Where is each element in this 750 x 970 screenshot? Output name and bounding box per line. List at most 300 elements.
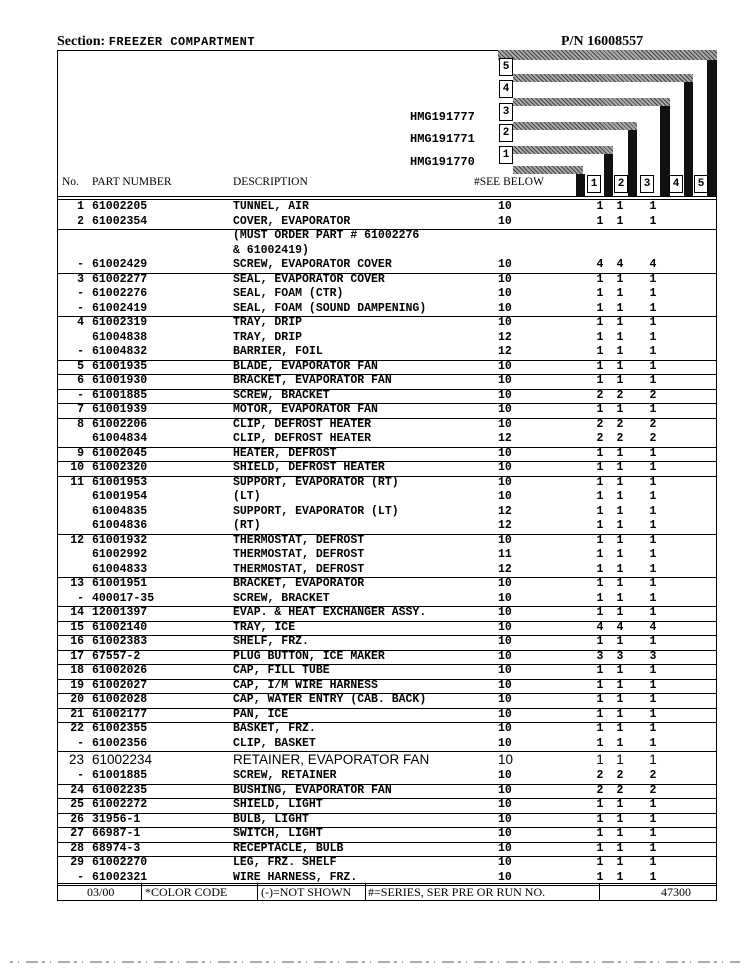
qty-model-1: 1	[596, 301, 604, 315]
series: 10	[498, 722, 512, 735]
qty-model-1: 1	[596, 272, 604, 286]
description: SCREW, RETAINER	[233, 769, 337, 782]
table-row	[57, 461, 717, 477]
qty-model-1: 4	[596, 258, 604, 271]
table-row	[57, 200, 717, 215]
qty-model-1: 2	[596, 388, 604, 402]
item-number: 2	[77, 214, 84, 228]
qty-model-2: 1	[616, 664, 624, 677]
part-number: 61002321	[92, 870, 148, 884]
qty-model-2: 1	[616, 606, 624, 619]
series: 10	[498, 769, 512, 782]
model-number-box: 2	[499, 124, 513, 142]
description: PLUG BUTTON, ICE MAKER	[233, 649, 385, 663]
qty-model-2: 1	[616, 635, 624, 648]
part-number: 12001397	[92, 606, 148, 619]
description: BLADE, EVAPORATOR FAN	[233, 359, 378, 373]
qty-model-3: 1	[649, 359, 657, 373]
description: SEAL, FOAM (SOUND DAMPENING)	[233, 301, 427, 315]
description: BULB, LIGHT	[233, 812, 309, 826]
series: 11	[498, 548, 512, 561]
part-number: 61001885	[92, 769, 148, 782]
qty-model-1: 1	[596, 870, 604, 884]
qty-model-1: 1	[596, 548, 604, 561]
qty-model-3: 2	[649, 417, 657, 431]
series: 10	[498, 258, 512, 271]
qty-model-1: 1	[596, 504, 604, 518]
item-number: 20	[70, 693, 84, 706]
qty-model-3: 1	[649, 707, 657, 721]
qty-model-2: 1	[616, 533, 624, 547]
table-row	[57, 505, 717, 520]
part-number: 61002235	[92, 783, 148, 797]
description: SHIELD, LIGHT	[233, 798, 323, 811]
footer-series-note: #=SERIES, SER PRE OR RUN NO.	[368, 885, 546, 899]
item-number: 16	[70, 635, 84, 648]
qty-model-1: 1	[596, 490, 604, 503]
qty-model-3: 1	[649, 577, 657, 590]
qty-model-2: 1	[616, 693, 624, 706]
qty-model-1: 1	[596, 214, 604, 228]
qty-model-2: 1	[616, 841, 624, 855]
series: 12	[498, 432, 512, 445]
part-number: 66987-1	[92, 827, 141, 840]
qty-model-1: 1	[596, 798, 604, 811]
item-number: 24	[70, 783, 84, 797]
item-number: 6	[77, 374, 84, 387]
description: BRACKET, EVAPORATOR FAN	[233, 374, 392, 387]
item-number: 4	[77, 316, 84, 329]
item-number: 11	[70, 475, 84, 489]
qty-model-3: 1	[649, 798, 657, 811]
series: 10	[498, 287, 512, 300]
qty-model-1: 1	[596, 519, 604, 532]
description: BARRIER, FOIL	[233, 345, 323, 358]
description: CLIP, DEFROST HEATER	[233, 432, 372, 445]
qty-model-3: 1	[649, 504, 657, 518]
series: 10	[498, 316, 512, 329]
description: & 61002419)	[233, 243, 309, 257]
item-number: 17	[70, 649, 84, 663]
qty-model-2: 1	[616, 504, 624, 518]
table-row	[57, 798, 717, 814]
description: WIRE HARNESS, FRZ.	[233, 870, 358, 884]
description: SEAL, FOAM (CTR)	[233, 287, 344, 300]
series: 12	[498, 562, 512, 576]
description: EVAP. & HEAT EXCHANGER ASSY.	[233, 606, 427, 619]
description: SHIELD, DEFROST HEATER	[233, 461, 385, 474]
series: 10	[498, 736, 512, 750]
table-row	[57, 548, 717, 563]
description: TRAY, DRIP	[233, 316, 303, 329]
table-row	[57, 258, 717, 274]
qty-model-1: 1	[596, 287, 604, 300]
item-number: 3	[77, 272, 84, 286]
qty-model-3: 4	[649, 258, 657, 271]
item-number: -	[77, 258, 84, 271]
part-number: 61001930	[92, 374, 148, 387]
series: 10	[498, 856, 512, 869]
part-number-header: P/N 16008557	[561, 34, 644, 49]
qty-model-2: 1	[616, 577, 624, 590]
item-number: 15	[70, 620, 84, 634]
qty-model-2: 1	[616, 548, 624, 561]
qty-model-2: 1	[616, 736, 624, 750]
item-number: 1	[77, 200, 84, 213]
series: 10	[498, 783, 512, 797]
qty-model-1: 2	[596, 783, 604, 797]
description: SHELF, FRZ.	[233, 635, 309, 648]
item-number: 9	[77, 446, 84, 460]
description: CLIP, BASKET	[233, 736, 316, 750]
footer-date: 03/00	[87, 885, 115, 899]
column-header-model-5: 5	[694, 175, 708, 193]
qty-model-3: 1	[649, 316, 657, 329]
item-number: -	[77, 769, 84, 782]
table-row	[57, 331, 717, 346]
description: (MUST ORDER PART # 61002276	[233, 229, 420, 242]
qty-model-3: 3	[649, 649, 657, 663]
series: 10	[498, 417, 512, 431]
qty-model-3: 1	[649, 562, 657, 576]
column-header-model-3: 3	[640, 175, 654, 193]
qty-model-2: 2	[616, 783, 624, 797]
qty-model-2: 1	[616, 798, 624, 811]
table-row	[57, 769, 717, 785]
qty-model-3: 1	[649, 461, 657, 474]
series: 10	[498, 200, 512, 213]
part-number: 61002177	[92, 707, 148, 721]
item-number: 19	[70, 678, 84, 692]
part-number: 61002206	[92, 417, 148, 431]
qty-model-3: 1	[649, 591, 657, 605]
series: 10	[498, 693, 512, 706]
qty-model-3: 1	[649, 693, 657, 706]
model-number-box: 3	[499, 103, 513, 121]
table-row	[57, 476, 717, 491]
qty-model-1: 1	[596, 827, 604, 840]
qty-model-2: 1	[616, 200, 624, 213]
series: 10	[498, 403, 512, 416]
qty-model-2: 1	[616, 403, 624, 416]
qty-model-3: 1	[649, 812, 657, 826]
part-number: 68974-3	[92, 841, 141, 855]
series: 10	[498, 301, 512, 315]
table-row	[57, 708, 717, 724]
qty-model-2: 1	[616, 812, 624, 826]
qty-model-1: 1	[596, 606, 604, 619]
series: 10	[498, 272, 512, 286]
description: (LT)	[233, 490, 261, 503]
qty-model-1: 1	[596, 446, 604, 460]
qty-model-3: 1	[649, 722, 657, 735]
model-number-box: 1	[499, 146, 513, 164]
qty-model-2: 1	[616, 461, 624, 474]
description: SCREW, BRACKET	[233, 591, 330, 605]
description: BASKET, FRZ.	[233, 722, 316, 735]
table-row	[57, 664, 717, 680]
scan-edge-dashes	[0, 958, 750, 966]
column-header-model-4: 4	[669, 175, 683, 193]
part-number: 61002027	[92, 678, 148, 692]
series: 10	[498, 707, 512, 721]
part-number: 61002429	[92, 258, 148, 271]
qty-model-3: 1	[649, 490, 657, 503]
series: 10	[498, 678, 512, 692]
qty-model-3: 1	[649, 301, 657, 315]
series: 12	[498, 330, 512, 344]
series: 10	[498, 664, 512, 677]
footer-rule	[57, 883, 717, 884]
table-row	[57, 287, 717, 302]
item-number: -	[77, 388, 84, 402]
item-number: 23	[68, 752, 84, 767]
qty-model-2: 2	[616, 388, 624, 402]
qty-model-3: 1	[649, 345, 657, 358]
qty-model-1: 2	[596, 432, 604, 445]
table-row	[57, 389, 717, 405]
series: 12	[498, 345, 512, 358]
series: 10	[498, 591, 512, 605]
qty-model-2: 1	[616, 214, 624, 228]
qty-model-2: 2	[616, 769, 624, 782]
qty-model-2: 1	[616, 316, 624, 329]
series: 10	[498, 752, 514, 767]
series: 10	[498, 577, 512, 590]
column-header-model-2: 2	[614, 175, 628, 193]
table-row	[57, 737, 717, 753]
part-number: 61001951	[92, 577, 148, 590]
qty-model-3: 1	[649, 287, 657, 300]
qty-model-1: 1	[596, 635, 604, 648]
series: 10	[498, 388, 512, 402]
description: CAP, WATER ENTRY (CAB. BACK)	[233, 693, 427, 706]
qty-model-2: 1	[616, 856, 624, 869]
series: 10	[498, 461, 512, 474]
table-row	[57, 360, 717, 376]
qty-model-3: 1	[649, 870, 657, 884]
part-number: 61002276	[92, 287, 148, 300]
qty-model-2: 1	[616, 272, 624, 286]
part-number: 61004838	[92, 330, 148, 344]
series: 10	[498, 446, 512, 460]
series: 10	[498, 620, 512, 634]
part-number: 61004835	[92, 504, 148, 518]
description: TRAY, ICE	[233, 620, 296, 634]
part-number: 61002140	[92, 620, 148, 634]
qty-model-1: 1	[596, 812, 604, 826]
part-number: 61001885	[92, 388, 148, 402]
series: 10	[498, 490, 512, 503]
description: CLIP, DEFROST HEATER	[233, 417, 372, 431]
qty-model-1: 1	[596, 736, 604, 750]
column-header-model-1: 1	[587, 175, 601, 193]
description: RECEPTACLE, BULB	[233, 841, 344, 855]
qty-model-3: 2	[649, 769, 657, 782]
item-number: 25	[70, 798, 84, 811]
part-number: 61002277	[92, 272, 148, 286]
qty-model-2: 2	[616, 417, 624, 431]
model-name: HMG191777	[410, 110, 475, 124]
description: TUNNEL, AIR	[233, 200, 309, 213]
part-number: 61001953	[92, 475, 148, 489]
qty-model-3: 4	[649, 620, 657, 634]
qty-model-1: 1	[596, 707, 604, 721]
footer-number: 47300	[661, 885, 691, 899]
qty-model-2: 1	[616, 446, 624, 460]
table-row	[57, 374, 717, 390]
table-row	[57, 635, 717, 651]
qty-model-1: 1	[596, 533, 604, 547]
qty-model-3: 1	[649, 200, 657, 213]
part-number: 61002355	[92, 722, 148, 735]
part-number: 61002419	[92, 301, 148, 315]
qty-model-3: 1	[649, 403, 657, 416]
table-footer	[57, 884, 717, 900]
item-number: -	[77, 591, 84, 605]
qty-model-1: 1	[596, 577, 604, 590]
qty-model-2: 1	[616, 330, 624, 344]
table-row	[57, 563, 717, 579]
qty-model-3: 1	[649, 214, 657, 228]
table-row	[57, 813, 717, 829]
series: 10	[498, 374, 512, 387]
table-row	[57, 534, 717, 549]
model-name: HMG191771	[410, 132, 475, 146]
qty-model-2: 1	[616, 562, 624, 576]
header-rule	[57, 196, 717, 197]
description: THERMOSTAT, DEFROST	[233, 533, 365, 547]
item-number: 7	[77, 403, 84, 416]
part-number: 61002320	[92, 461, 148, 474]
qty-model-2: 1	[616, 490, 624, 503]
qty-model-2: 1	[616, 519, 624, 532]
table-row	[57, 244, 717, 259]
qty-model-3: 1	[649, 548, 657, 561]
qty-model-2: 4	[616, 258, 624, 271]
qty-model-2: 1	[616, 591, 624, 605]
qty-model-3: 1	[649, 736, 657, 750]
section-value: FREEZER COMPARTMENT	[108, 35, 256, 49]
table-row	[57, 403, 717, 419]
item-number: 22	[70, 722, 84, 735]
model-number-box: 5	[499, 58, 513, 76]
table-row	[57, 229, 717, 244]
qty-model-2: 4	[616, 620, 624, 634]
qty-model-3: 1	[649, 635, 657, 648]
table-row	[57, 856, 717, 871]
qty-model-3: 1	[649, 678, 657, 692]
table-row	[57, 679, 717, 695]
series: 12	[498, 519, 512, 532]
qty-model-3: 1	[649, 752, 657, 767]
qty-model-2: 1	[616, 870, 624, 884]
part-number: 61002383	[92, 635, 148, 648]
item-number: 10	[70, 461, 84, 474]
qty-model-3: 1	[649, 606, 657, 619]
qty-model-1: 1	[596, 403, 604, 416]
part-number: 61002205	[92, 200, 148, 213]
qty-model-2: 1	[616, 827, 624, 840]
qty-model-2: 1	[616, 359, 624, 373]
part-number: 31956-1	[92, 812, 141, 826]
qty-model-1: 1	[596, 330, 604, 344]
part-number: 400017-35	[92, 591, 155, 605]
qty-model-3: 1	[649, 475, 657, 489]
qty-model-1: 1	[596, 374, 604, 387]
qty-model-1: 2	[596, 769, 604, 782]
column-header-no: No.	[62, 176, 79, 188]
table-row	[57, 345, 717, 361]
series: 10	[498, 533, 512, 547]
column-header-description: DESCRIPTION	[233, 176, 308, 188]
item-number: 18	[70, 664, 84, 677]
qty-model-2: 1	[616, 707, 624, 721]
qty-model-1: 1	[596, 664, 604, 677]
part-number: 61002270	[92, 856, 148, 869]
series: 10	[498, 359, 512, 373]
table-row	[57, 215, 717, 231]
part-number: 61002354	[92, 214, 148, 228]
description: SUPPORT, EVAPORATOR (LT)	[233, 504, 399, 518]
item-number: -	[77, 345, 84, 358]
table-row	[57, 751, 717, 769]
qty-model-3: 1	[649, 519, 657, 532]
item-number: 21	[70, 707, 84, 721]
part-number: 61002319	[92, 316, 148, 329]
description: THERMOSTAT, DEFROST	[233, 548, 365, 561]
qty-model-2: 1	[616, 345, 624, 358]
description: SCREW, EVAPORATOR COVER	[233, 258, 392, 271]
item-number: -	[77, 287, 84, 300]
qty-model-1: 1	[596, 856, 604, 869]
series: 12	[498, 504, 512, 518]
qty-model-3: 1	[649, 272, 657, 286]
description: MOTOR, EVAPORATOR FAN	[233, 403, 378, 416]
table-row	[57, 827, 717, 843]
series: 10	[498, 812, 512, 826]
qty-model-2: 1	[616, 678, 624, 692]
table-row	[57, 842, 717, 858]
qty-model-3: 1	[649, 446, 657, 460]
qty-model-2: 1	[616, 301, 624, 315]
item-number: 28	[70, 841, 84, 855]
item-number: 12	[70, 533, 84, 547]
qty-model-2: 1	[616, 475, 624, 489]
qty-model-2: 2	[616, 432, 624, 445]
qty-model-1: 3	[596, 649, 604, 663]
description: HEATER, DEFROST	[233, 446, 337, 460]
table-row	[57, 606, 717, 622]
series: 10	[498, 606, 512, 619]
qty-model-1: 2	[596, 417, 604, 431]
description: SWITCH, LIGHT	[233, 827, 323, 840]
part-number: 61002356	[92, 736, 148, 750]
part-number: 61002026	[92, 664, 148, 677]
item-number: -	[77, 736, 84, 750]
item-number: 13	[70, 577, 84, 590]
qty-model-3: 1	[649, 664, 657, 677]
table-row	[57, 722, 717, 737]
item-number: 29	[70, 856, 84, 869]
part-number: 61002028	[92, 693, 148, 706]
column-header-series: #SEE BELOW	[474, 176, 544, 188]
part-number: 61004832	[92, 345, 148, 358]
series: 10	[498, 214, 512, 228]
series: 10	[498, 635, 512, 648]
description: RETAINER, EVAPORATOR FAN	[233, 752, 430, 767]
description: CAP, I/M WIRE HARNESS	[233, 678, 378, 692]
